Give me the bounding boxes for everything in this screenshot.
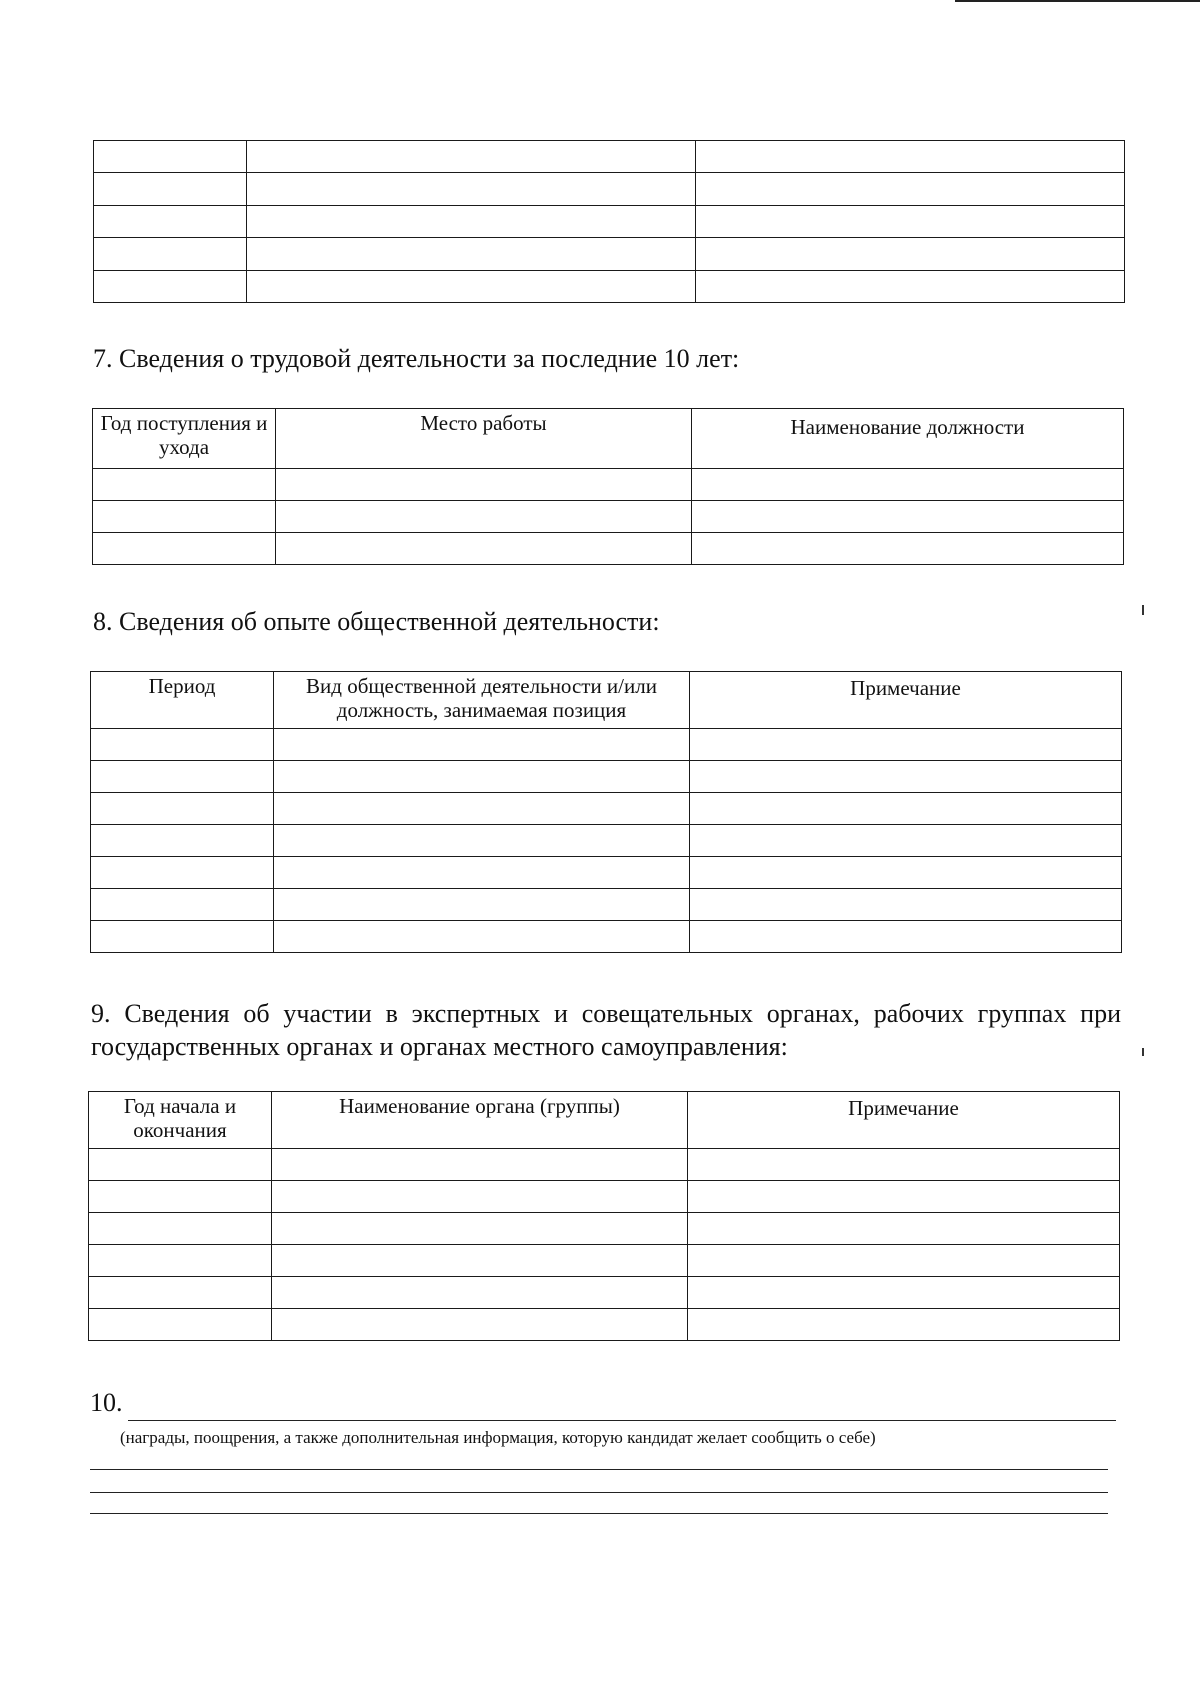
table-cell[interactable] [89, 1309, 272, 1341]
table-cell[interactable] [93, 501, 276, 533]
employment-table [92, 408, 1124, 565]
table-header-row [91, 672, 1122, 729]
table-cell[interactable] [274, 889, 690, 921]
table-cell[interactable] [276, 501, 692, 533]
scan-speck [1142, 1048, 1144, 1056]
table-cell[interactable] [696, 238, 1125, 270]
table-cell[interactable] [690, 761, 1122, 793]
table-row [91, 793, 1122, 825]
section-7-heading: 7. Сведения о трудовой деятельности за последние 10 лет: [93, 344, 740, 373]
table-cell[interactable] [276, 469, 692, 501]
table-row [91, 825, 1122, 857]
table-cell[interactable] [89, 1149, 272, 1181]
table-cell[interactable] [94, 205, 247, 237]
column-header: Примечание [688, 1092, 1120, 1149]
table-row [93, 501, 1124, 533]
table-row [91, 857, 1122, 889]
table-cell[interactable] [91, 793, 274, 825]
table-cell[interactable] [272, 1181, 688, 1213]
table-cell[interactable] [272, 1149, 688, 1181]
table-cell[interactable] [272, 1309, 688, 1341]
table-cell[interactable] [247, 173, 696, 205]
column-header: Наименование должности [692, 409, 1124, 469]
table-row [94, 205, 1125, 237]
table-cell[interactable] [247, 141, 696, 173]
table-cell[interactable] [274, 793, 690, 825]
table-cell[interactable] [690, 857, 1122, 889]
table-row [89, 1277, 1120, 1309]
table-cell[interactable] [91, 825, 274, 857]
table-cell[interactable] [272, 1245, 688, 1277]
table-cell[interactable] [690, 729, 1122, 761]
fill-in-line[interactable] [90, 1513, 1108, 1514]
table-cell[interactable] [93, 469, 276, 501]
column-header: Наименование органа (группы) [272, 1092, 688, 1149]
section-9-heading: 9. Сведения об участии в экспертных и совещательных органах, рабочих группах при государственных органах и органах местного самоуправления: [91, 999, 1121, 1061]
table-row [94, 141, 1125, 173]
table-cell[interactable] [690, 889, 1122, 921]
fill-in-line[interactable] [90, 1492, 1108, 1493]
column-header: Период [91, 672, 274, 729]
table-cell[interactable] [272, 1213, 688, 1245]
table-row [91, 729, 1122, 761]
table-cell[interactable] [94, 270, 247, 302]
scan-speck [1142, 605, 1144, 615]
column-header: Год начала и окончания [89, 1092, 272, 1149]
table-cell[interactable] [89, 1181, 272, 1213]
table-row [94, 270, 1125, 302]
table-cell[interactable] [688, 1309, 1120, 1341]
expert-bodies-table [88, 1091, 1120, 1341]
public-activity-table [90, 671, 1122, 953]
table-cell[interactable] [688, 1213, 1120, 1245]
table-cell[interactable] [690, 793, 1122, 825]
table-row [89, 1245, 1120, 1277]
table-cell[interactable] [274, 921, 690, 953]
table-cell[interactable] [94, 238, 247, 270]
table-row [89, 1213, 1120, 1245]
table-cell[interactable] [696, 173, 1125, 205]
table-row [91, 921, 1122, 953]
table-row [94, 238, 1125, 270]
table-cell[interactable] [91, 761, 274, 793]
table-cell[interactable] [276, 533, 692, 565]
table-row [91, 761, 1122, 793]
table-cell[interactable] [91, 729, 274, 761]
table-row [93, 469, 1124, 501]
table-header-row [93, 409, 1124, 469]
table-row [89, 1309, 1120, 1341]
table-cell[interactable] [688, 1181, 1120, 1213]
fill-in-line[interactable] [128, 1420, 1116, 1421]
table-cell[interactable] [91, 889, 274, 921]
column-header: Вид общественной деятельности и/или должность, занимаемая позиция [274, 672, 690, 729]
table-cell[interactable] [247, 205, 696, 237]
column-header: Год поступления и ухода [93, 409, 276, 469]
table-cell[interactable] [690, 921, 1122, 953]
section-8-heading: 8. Сведения об опыте общественной деятельности: [93, 607, 660, 636]
fill-in-line[interactable] [90, 1469, 1108, 1470]
table-cell[interactable] [692, 469, 1124, 501]
table-cell[interactable] [274, 825, 690, 857]
continuation-table [93, 140, 1125, 303]
table-row [94, 173, 1125, 205]
table-cell[interactable] [692, 501, 1124, 533]
table-cell[interactable] [89, 1213, 272, 1245]
table-cell[interactable] [696, 270, 1125, 302]
column-header: Место работы [276, 409, 692, 469]
table-cell[interactable] [94, 173, 247, 205]
table-row [89, 1149, 1120, 1181]
table-cell[interactable] [89, 1245, 272, 1277]
table-cell[interactable] [93, 533, 276, 565]
table-cell[interactable] [274, 857, 690, 889]
table-cell[interactable] [247, 238, 696, 270]
table-cell[interactable] [94, 141, 247, 173]
table-cell[interactable] [692, 533, 1124, 565]
table-cell[interactable] [688, 1149, 1120, 1181]
table-row [91, 889, 1122, 921]
table-cell[interactable] [274, 761, 690, 793]
table-cell[interactable] [690, 825, 1122, 857]
table-header-row [89, 1092, 1120, 1149]
section-10-caption: (награды, поощрения, а также дополнительная информация, которую кандидат желает сообщить о себе) [120, 1428, 876, 1447]
table-cell[interactable] [91, 857, 274, 889]
table-row [89, 1181, 1120, 1213]
table-cell[interactable] [696, 141, 1125, 173]
column-header: Примечание [690, 672, 1122, 729]
table-cell[interactable] [688, 1277, 1120, 1309]
table-cell[interactable] [91, 921, 274, 953]
section-10-number: 10. [90, 1388, 123, 1417]
scan-edge-mark [955, 0, 1200, 2]
table-row [93, 533, 1124, 565]
table-cell[interactable] [89, 1277, 272, 1309]
table-cell[interactable] [274, 729, 690, 761]
table-cell[interactable] [688, 1245, 1120, 1277]
table-cell[interactable] [272, 1277, 688, 1309]
table-cell[interactable] [247, 270, 696, 302]
table-cell[interactable] [696, 205, 1125, 237]
